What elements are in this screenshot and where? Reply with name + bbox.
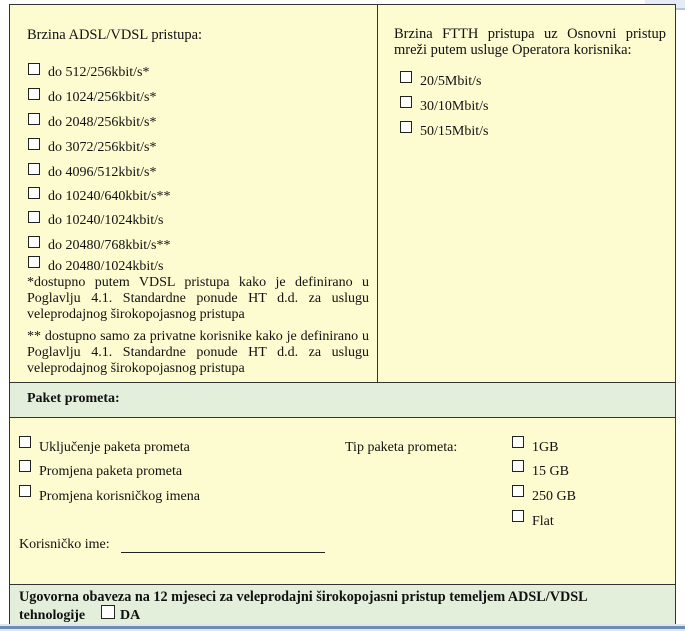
adsl-option-checkbox[interactable] <box>28 113 40 125</box>
form-table <box>9 4 676 624</box>
paket-type-label: Tip paketa prometa: <box>345 440 458 455</box>
ftth-option-label: 50/15Mbit/s <box>420 124 489 139</box>
adsl-option-checkbox[interactable] <box>28 63 40 75</box>
adsl-option-label: do 3072/256kbit/s* <box>48 140 157 155</box>
window-bottom-bar <box>0 624 685 631</box>
username-input[interactable] <box>121 552 325 553</box>
ftth-section <box>378 5 675 382</box>
adsl-option-checkbox[interactable] <box>28 187 40 199</box>
ftth-option-checkbox[interactable] <box>400 121 412 133</box>
adsl-option-label: do 1024/256kbit/s* <box>48 90 157 105</box>
adsl-note-private: ** dostupno samo za privatne korisnike kako je definirano u Poglavlju 4.1. Standardne ponude HT d.d. za uslugu veleprodajnog širokopojasnog pristupa <box>27 329 369 376</box>
adsl-option-label: do 20480/768kbit/s** <box>48 238 171 253</box>
window-bottom-strip <box>0 626 685 629</box>
adsl-option-checkbox[interactable] <box>28 256 40 268</box>
paket-type-checkbox[interactable] <box>512 510 524 522</box>
ftth-option-label: 20/5Mbit/s <box>420 74 482 89</box>
obligation-row <box>10 585 675 624</box>
adsl-option-checkbox[interactable] <box>28 236 40 248</box>
adsl-option-label: do 512/256kbit/s* <box>48 65 150 80</box>
paket-action-checkbox[interactable] <box>19 460 31 472</box>
adsl-title: Brzina ADSL/VDSL pristupa: <box>27 27 203 43</box>
obligation-text-cont: tehnologije <box>19 608 86 623</box>
paket-section <box>10 418 675 584</box>
paket-type-option: 15 GB <box>532 464 569 479</box>
paket-action-label: Promjena korisničkog imena <box>39 489 200 504</box>
adsl-option-label: do 10240/1024kbit/s <box>48 213 164 228</box>
adsl-option-checkbox[interactable] <box>28 211 40 223</box>
username-label: Korisničko ime: <box>19 537 110 552</box>
ftth-title: Brzina FTTH pristupa uz Osnovni pristup mreži putem usluge Operatora korisnika: <box>394 26 666 58</box>
column-divider <box>377 5 378 382</box>
obligation-checkbox[interactable] <box>101 605 115 619</box>
paket-type-option: 1GB <box>532 440 559 455</box>
paket-action-checkbox[interactable] <box>19 436 31 448</box>
adsl-option-checkbox[interactable] <box>28 163 40 175</box>
adsl-option-label: do 10240/640kbit/s** <box>48 189 171 204</box>
paket-type-checkbox[interactable] <box>512 460 524 472</box>
adsl-option-checkbox[interactable] <box>28 88 40 100</box>
paket-type-option: Flat <box>532 514 554 529</box>
adsl-option-label: do 2048/256kbit/s* <box>48 115 157 130</box>
paket-type-checkbox[interactable] <box>512 485 524 497</box>
paket-header: Paket prometa: <box>27 391 120 406</box>
paket-header-row <box>10 383 675 417</box>
adsl-section <box>10 5 378 382</box>
ftth-option-checkbox[interactable] <box>400 71 412 83</box>
adsl-option-label: do 20480/1024kbit/s <box>48 259 164 274</box>
paket-action-checkbox[interactable] <box>19 485 31 497</box>
paket-type-option: 250 GB <box>532 489 576 504</box>
paket-action-label: Promjena paketa prometa <box>39 464 183 479</box>
obligation-checkbox-label: DA <box>120 608 141 623</box>
adsl-note-vdsl: *dostupno putem VDSL pristupa kako je definirano u Poglavlju 4.1. Standardne ponude HT d.d. za uslugu veleprodajnog širokopojasnog pristupa <box>27 275 369 322</box>
adsl-option-checkbox[interactable] <box>28 138 40 150</box>
ftth-option-checkbox[interactable] <box>400 96 412 108</box>
adsl-option-label: do 4096/512kbit/s* <box>48 165 157 180</box>
ftth-option-label: 30/10Mbit/s <box>420 99 489 114</box>
obligation-text: Ugovorna obaveza na 12 mjeseci za veleprodajni širokopojasni pristup temeljem ADSL/VDSL <box>19 589 588 605</box>
paket-type-checkbox[interactable] <box>512 436 524 448</box>
paket-action-label: Uključenje paketa prometa <box>39 440 190 455</box>
